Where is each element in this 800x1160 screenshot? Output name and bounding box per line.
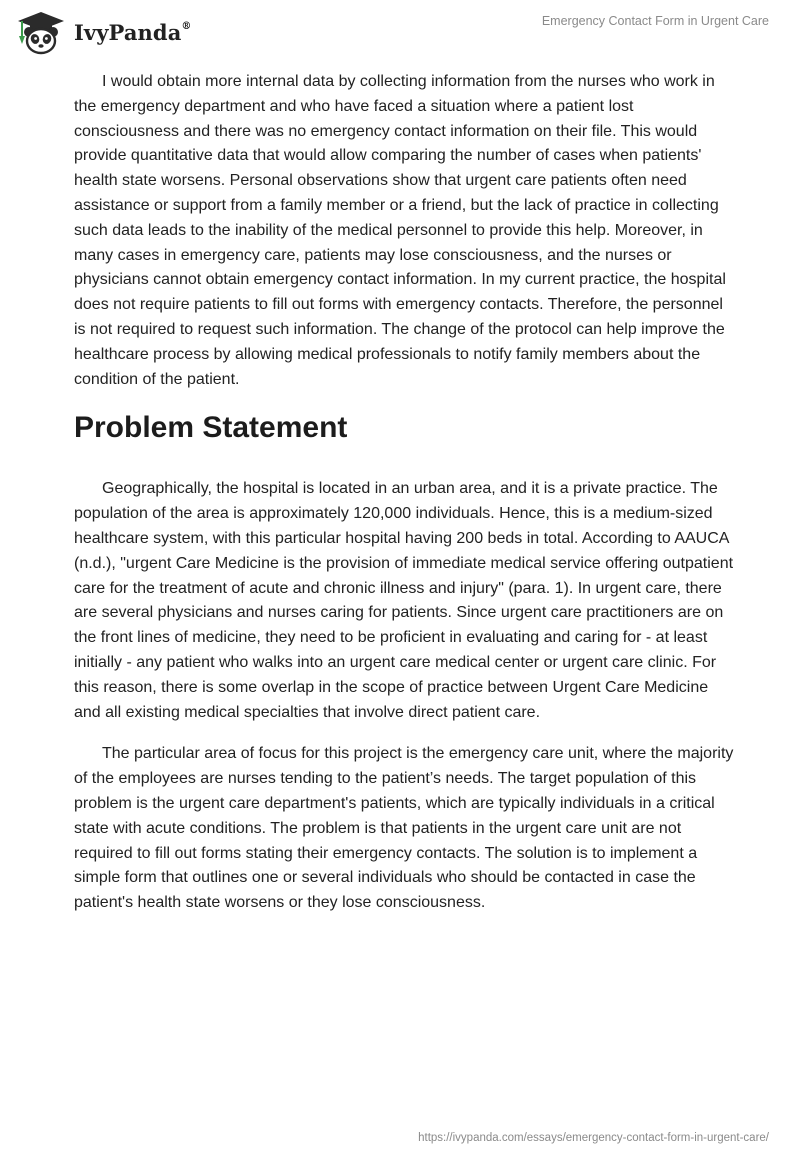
paragraph: Geographically, the hospital is located in an urban area, and it is a private practice. The population of the area is approximately 120,000 individuals. Hence, this is a medium-sized healthcare system, with this particular hospital having 200 beds in total. According to AAUCA (n.d.), "urgent Care Medicine is the provision of immediate medical service offering outpatient care for the treatment of acute and chronic illness and injury" (para. 1). In urgent care, there are several physicians and nurses caring for patients. Since urgent care practitioners are on the front lines of medicine, they need to be proficient in evaluating and caring for - at least initially - any patient who walks into an urgent care medical center or urgent care clinic. For this reason, there is some overlap in the scope of practice between Urgent Care Medicine and all existing medical specialties that involve direct patient care. [74, 480, 734, 721]
brand-name: IvyPanda® [74, 19, 192, 45]
section-heading: Problem Statement [74, 411, 348, 445]
paragraph: The particular area of focus for this project is the emergency care unit, where the majority of the employees are nurses tending to the patient’s needs. The target population of this problem is the urgent care department's patients, which are typically individuals in a critical state with acute conditions. The problem is that patients in the urgent care unit are not required to fill out forms stating their emergency contacts. The solution is to implement a simple form that outlines one or several individuals who should be contacted in case the patient's health state worsens or they lose consciousness. [74, 745, 734, 912]
page-header [0, 0, 800, 62]
essay-content [74, 70, 734, 933]
paragraph: I would obtain more internal data by collecting information from the nurses who work in the emergency department and who have faced a situation where a patient lost consciousness and there was no emergency contact information on their file. This would provide quantitative data that would allow comparing the number of cases when patients' health state worsens. Personal observations show that urgent care patients often need assistance or support from a family member or a friend, but the lack of practice in collecting such data leads to the inability of the medical personnel to provide this help. Moreover, in many cases in emergency care, patients may lose consciousness, and the nurses or physicians cannot obtain emergency contact information. In my current practice, the hospital does not require patients to fill out forms with emergency contacts. Therefore, the personnel is not required to request such information. The change of the protocol can help improve the healthcare process by allowing medical professionals to notify family members about the condition of the patient. [74, 73, 726, 388]
ivypanda-logo[interactable] [14, 8, 192, 56]
panda-graduate-icon [14, 8, 68, 56]
source-url[interactable]: https://ivypanda.com/essays/emergency-contact-form-in-urgent-care/ [418, 1132, 769, 1144]
document-title: Emergency Contact Form in Urgent Care [541, 14, 769, 28]
